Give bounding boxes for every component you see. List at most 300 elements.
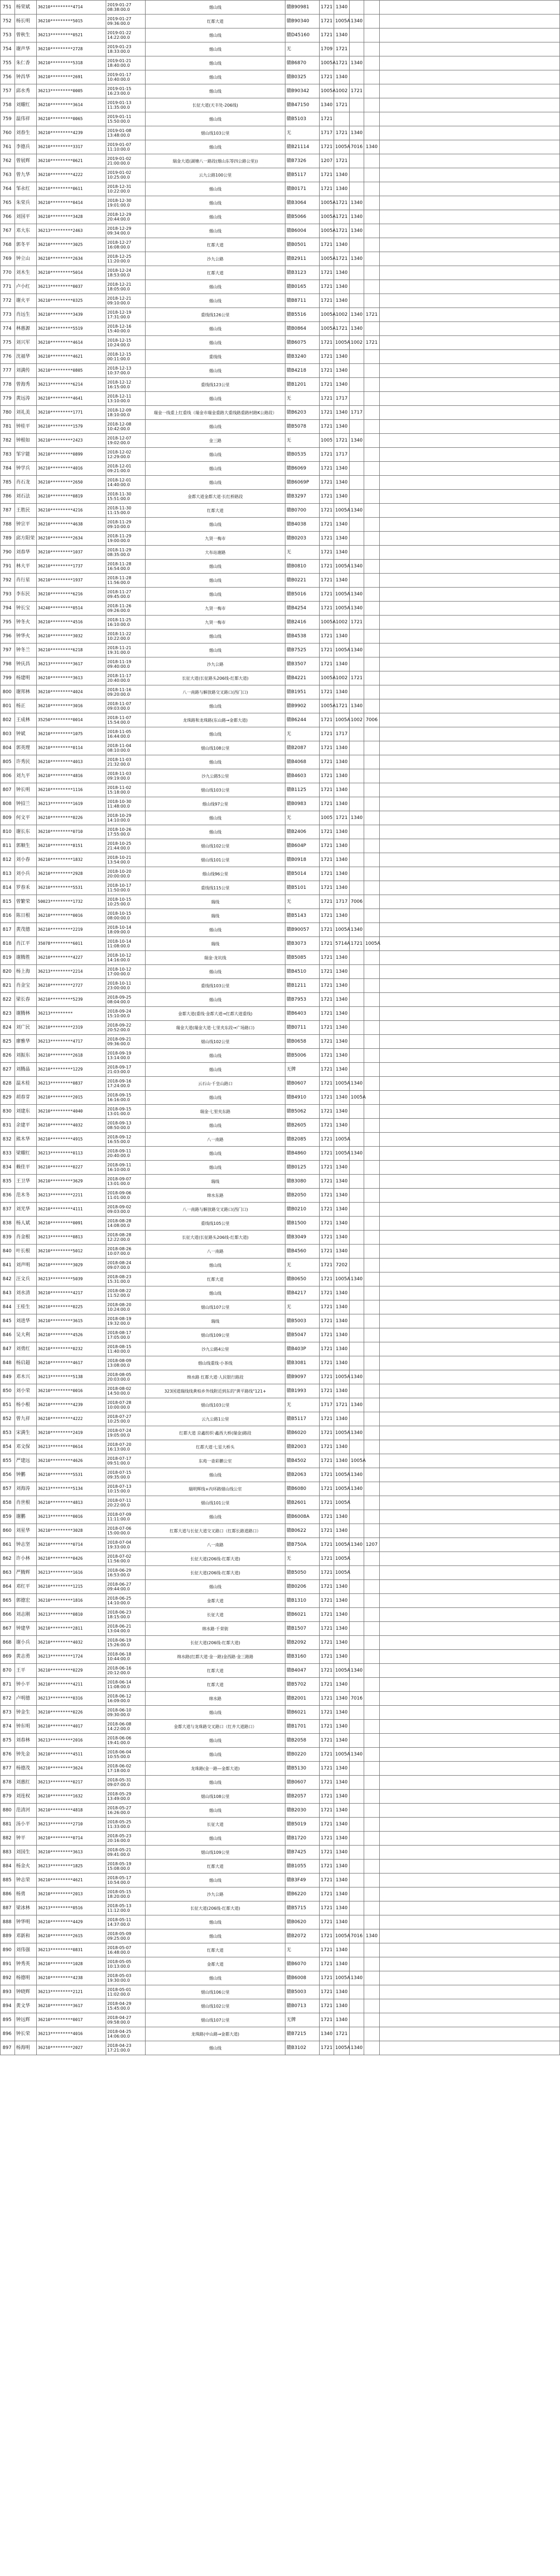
- location-cell: 烟山线109公里: [146, 1846, 285, 1860]
- code-3-cell: [350, 1622, 364, 1636]
- row-number-cell: 754: [1, 42, 15, 56]
- code-3-cell: 1340: [350, 811, 364, 825]
- code-5-cell: [380, 294, 560, 308]
- code-4-cell: [364, 1636, 380, 1650]
- code-3-cell: [350, 993, 364, 1007]
- plate-number-cell: 赣B8711: [285, 294, 320, 308]
- table-row: [1, 1985, 560, 1999]
- code-3-cell: [350, 630, 364, 643]
- code-1-cell: 1005A: [320, 616, 334, 630]
- code-5-cell: [380, 1678, 560, 1692]
- code-3-cell: [350, 574, 364, 588]
- plate-number-cell: 赣B90057: [285, 923, 320, 937]
- plate-number-cell: 赣B4068: [285, 755, 320, 769]
- id-number-cell: 36210*********2618: [37, 1049, 106, 1063]
- code-4-cell: [364, 1091, 380, 1105]
- plate-number-cell: 无牌: [285, 2013, 320, 2027]
- row-number-cell: 751: [1, 1, 15, 14]
- person-name-cell: 肖金宝: [15, 979, 37, 993]
- code-3-cell: [350, 1720, 364, 1734]
- row-number-cell: 761: [1, 140, 15, 154]
- row-number-cell: 812: [1, 853, 15, 867]
- location-cell: 云九公路1公里: [146, 1412, 285, 1426]
- person-name-cell: 刘小荣: [15, 1384, 37, 1398]
- code-1-cell: 1721: [320, 1482, 334, 1496]
- code-5-cell: [380, 70, 560, 84]
- code-1-cell: 1721: [320, 518, 334, 532]
- code-5-cell: [380, 112, 560, 126]
- code-2-cell: 1340: [334, 364, 350, 378]
- code-5-cell: [380, 1258, 560, 1272]
- plate-number-cell: 赣B6021: [285, 1706, 320, 1720]
- timestamp-cell: 2018-08-22 11:52:00.0: [106, 1286, 146, 1300]
- row-number-cell: 804: [1, 741, 15, 755]
- person-name-cell: 曾繁荣: [15, 895, 37, 909]
- table-row: [1, 1245, 560, 1258]
- code-5-cell: [380, 1846, 560, 1860]
- code-2-cell: 1721: [334, 811, 350, 825]
- person-name-cell: 谢长东: [15, 825, 37, 839]
- code-4-cell: [364, 671, 380, 685]
- code-3-cell: [350, 1203, 364, 1217]
- table-row: [1, 1818, 560, 1832]
- plate-number-cell: 赣B0607: [285, 1077, 320, 1091]
- plate-number-cell: 赣B1951: [285, 685, 320, 699]
- person-name-cell: 汪文兵: [15, 1272, 37, 1286]
- code-2-cell: 1340: [334, 630, 350, 643]
- code-2-cell: 1340: [334, 70, 350, 84]
- code-4-cell: [364, 14, 380, 28]
- code-4-cell: [364, 294, 380, 308]
- code-4-cell: [364, 476, 380, 490]
- code-1-cell: 1721: [320, 70, 334, 84]
- code-3-cell: [350, 1356, 364, 1370]
- person-name-cell: 卢明德: [15, 1692, 37, 1706]
- id-number-cell: 36213*********0614: [37, 1440, 106, 1454]
- code-1-cell: 1721: [320, 923, 334, 937]
- plate-number-cell: 赣B6021: [285, 1608, 320, 1622]
- person-name-cell: 汤小平: [15, 1818, 37, 1832]
- timestamp-cell: 2018-12-19 17:31:00.0: [106, 308, 146, 322]
- code-4-cell: [364, 560, 380, 574]
- person-name-cell: 钟小平: [15, 1678, 37, 1692]
- code-2-cell: 1005A: [334, 602, 350, 616]
- timestamp-cell: 2018-05-11 14:37:00.0: [106, 1915, 146, 1929]
- row-number-cell: 861: [1, 1538, 15, 1552]
- timestamp-cell: 2018-06-02 17:18:00.0: [106, 1762, 146, 1776]
- code-2-cell: 1340: [334, 1580, 350, 1594]
- id-number-cell: 36213*********0316: [37, 1692, 106, 1706]
- code-3-cell: 7006: [350, 895, 364, 909]
- location-cell: 烟山线: [146, 1161, 285, 1175]
- code-3-cell: 1005A: [350, 1091, 364, 1105]
- person-name-cell: 邓大东: [15, 224, 37, 238]
- plate-number-cell: 赣B2085: [285, 1133, 320, 1147]
- row-number-cell: 889: [1, 1929, 15, 1943]
- code-1-cell: 1721: [320, 937, 334, 951]
- timestamp-cell: 2018-11-22 10:22:00.0: [106, 630, 146, 643]
- code-3-cell: 1340: [350, 252, 364, 266]
- timestamp-cell: 2019-01-07 11:10:00.0: [106, 140, 146, 154]
- id-number-cell: 36210*********4617: [37, 1356, 106, 1370]
- person-name-cell: 钟华明: [15, 1915, 37, 1929]
- row-number-cell: 790: [1, 546, 15, 560]
- table-row: [1, 350, 560, 364]
- code-4-cell: [364, 1650, 380, 1664]
- plate-number-cell: 赣B5066: [285, 210, 320, 224]
- timestamp-cell: 2018-07-06 15:00:00.0: [106, 1524, 146, 1538]
- table-row: [1, 476, 560, 490]
- id-number-cell: 36210*********4511: [37, 1748, 106, 1762]
- plate-number-cell: 赣B6075: [285, 336, 320, 350]
- code-1-cell: 1721: [320, 546, 334, 560]
- timestamp-cell: 2018-12-21 18:05:00.0: [106, 280, 146, 294]
- code-4-cell: [364, 1748, 380, 1762]
- code-1-cell: 1717: [320, 126, 334, 140]
- code-2-cell: 1340: [334, 532, 350, 546]
- person-name-cell: 钟根如: [15, 434, 37, 448]
- location-cell: 九贤一梅市: [146, 602, 285, 616]
- code-3-cell: [350, 294, 364, 308]
- code-5-cell: [380, 98, 560, 112]
- row-number-cell: 766: [1, 210, 15, 224]
- plate-number-cell: 赣B3160: [285, 1650, 320, 1664]
- code-2-cell: 1340: [334, 1384, 350, 1398]
- plate-number-cell: 赣B2030: [285, 1804, 320, 1818]
- code-5-cell: [380, 685, 560, 699]
- code-2-cell: 1340: [334, 1957, 350, 1971]
- plate-number-cell: 赣B2092: [285, 1636, 320, 1650]
- code-5-cell: [380, 602, 560, 616]
- table-row: [1, 602, 560, 616]
- id-number-cell: 36210*********3028: [37, 1524, 106, 1538]
- id-number-cell: 36210*********3615: [37, 1314, 106, 1328]
- person-name-cell: 肖金根: [15, 1231, 37, 1245]
- code-5-cell: [380, 1887, 560, 1901]
- location-cell: 烟山线: [146, 518, 285, 532]
- person-name-cell: 钟斌: [15, 727, 37, 741]
- code-1-cell: 1721: [320, 1846, 334, 1860]
- row-number-cell: 769: [1, 252, 15, 266]
- timestamp-cell: 2018-04-27 09:58:00.0: [106, 2013, 146, 2027]
- timestamp-cell: 2018-05-13 11:12:00.0: [106, 1901, 146, 1915]
- timestamp-cell: 2018-10-17 11:50:00.0: [106, 881, 146, 895]
- id-number-cell: 36210*********4227: [37, 951, 106, 965]
- timestamp-cell: 2018-10-21 13:54:00.0: [106, 853, 146, 867]
- code-2-cell: 1340: [334, 965, 350, 979]
- id-number-cell: 36213*********0831: [37, 1943, 106, 1957]
- row-number-cell: 876: [1, 1748, 15, 1762]
- code-4-cell: [364, 727, 380, 741]
- location-cell: 重线线123公里: [146, 378, 285, 392]
- timestamp-cell: 2018-11-03 21:32:00.0: [106, 755, 146, 769]
- row-number-cell: 883: [1, 1846, 15, 1860]
- code-3-cell: [350, 1021, 364, 1035]
- code-1-cell: 1721: [320, 1, 334, 14]
- code-4-cell: [364, 657, 380, 671]
- code-2-cell: 1717: [334, 727, 350, 741]
- timestamp-cell: 2018-12-01 14:40:00.0: [106, 476, 146, 490]
- code-5-cell: [380, 574, 560, 588]
- timestamp-cell: 2018-08-05 20:03:00.0: [106, 1370, 146, 1384]
- plate-number-cell: 赣B604P: [285, 839, 320, 853]
- table-row: [1, 811, 560, 825]
- code-5-cell: [380, 1175, 560, 1189]
- id-number-cell: 36210*********1229: [37, 1063, 106, 1077]
- row-number-cell: 778: [1, 378, 15, 392]
- person-name-cell: 刘小春: [15, 853, 37, 867]
- location-cell: 九贤一梅市: [146, 532, 285, 546]
- code-1-cell: 1721: [320, 1804, 334, 1818]
- plate-number-cell: 赣B750A: [285, 1538, 320, 1552]
- id-number-cell: 36213*********0037: [37, 280, 106, 294]
- code-2-cell: 1340: [334, 378, 350, 392]
- timestamp-cell: 2018-10-14 18:09:00.0: [106, 923, 146, 937]
- table-row: [1, 1650, 560, 1664]
- plate-number-cell: 赣B0711: [285, 1021, 320, 1035]
- person-name-cell: 郭德宏: [15, 1594, 37, 1608]
- code-5-cell: [380, 2013, 560, 2027]
- code-2-cell: 1340: [334, 1860, 350, 1874]
- code-2-cell: 1721: [334, 210, 350, 224]
- code-2-cell: 1340: [334, 1328, 350, 1342]
- code-1-cell: 1721: [320, 839, 334, 853]
- timestamp-cell: 2018-07-20 16:13:00.0: [106, 1440, 146, 1454]
- table-row: [1, 881, 560, 895]
- code-4-cell: [364, 224, 380, 238]
- timestamp-cell: 2018-06-19 15:26:00.0: [106, 1636, 146, 1650]
- timestamp-cell: 2018-11-04 08:10:00.0: [106, 741, 146, 755]
- code-1-cell: 1721: [320, 1105, 334, 1119]
- timestamp-cell: 2019-01-13 11:35:00.0: [106, 98, 146, 112]
- code-3-cell: 1340: [350, 602, 364, 616]
- code-3-cell: [350, 532, 364, 546]
- code-2-cell: 1005A: [334, 1468, 350, 1482]
- person-name-cell: 邓文保: [15, 1440, 37, 1454]
- plate-number-cell: 赣B2072: [285, 1929, 320, 1943]
- row-number-cell: 860: [1, 1524, 15, 1538]
- id-number-cell: 36210*********1028: [37, 1957, 106, 1971]
- code-1-cell: 1721: [320, 112, 334, 126]
- id-number-cell: 36210*********0414: [37, 196, 106, 210]
- table-row: [1, 1510, 560, 1524]
- code-3-cell: [350, 1440, 364, 1454]
- location-cell: 烟山线: [146, 196, 285, 210]
- plate-number-cell: 无: [285, 546, 320, 560]
- location-cell: 烟山线: [146, 1832, 285, 1846]
- table-row: [1, 1300, 560, 1314]
- code-4-cell: 1340: [364, 140, 380, 154]
- id-number-cell: 36213*********2710: [37, 1818, 106, 1832]
- code-2-cell: 1340: [334, 1217, 350, 1231]
- code-4-cell: [364, 643, 380, 657]
- table-row: [1, 1063, 560, 1077]
- timestamp-cell: 2018-04-23 17:21:00.0: [106, 2041, 146, 2055]
- plate-number-cell: 赣B5516: [285, 308, 320, 322]
- id-number-cell: 36213*********1825: [37, 1860, 106, 1874]
- row-number-cell: 770: [1, 266, 15, 280]
- timestamp-cell: 2018-09-15 16:16:00.0: [106, 1091, 146, 1105]
- code-1-cell: 1721: [320, 560, 334, 574]
- code-1-cell: 1721: [320, 881, 334, 895]
- row-number-cell: 782: [1, 434, 15, 448]
- code-4-cell: [364, 2041, 380, 2055]
- id-number-cell: 36210*********2650: [37, 476, 106, 490]
- code-5-cell: [380, 853, 560, 867]
- code-1-cell: 1721: [320, 1832, 334, 1846]
- code-3-cell: [350, 2027, 364, 2041]
- timestamp-cell: 2018-07-28 10:00:00.0: [106, 1398, 146, 1412]
- row-number-cell: 847: [1, 1342, 15, 1356]
- code-4-cell: [364, 1915, 380, 1929]
- location-cell: 绵水路(红都大道·金一路)金西路·金三路路: [146, 1650, 285, 1664]
- timestamp-cell: 2018-08-24 09:07:00.0: [106, 1258, 146, 1272]
- row-number-cell: 837: [1, 1203, 15, 1217]
- code-3-cell: [350, 1063, 364, 1077]
- code-5-cell: [380, 1398, 560, 1412]
- code-1-cell: 1721: [320, 1999, 334, 2013]
- plate-number-cell: 赣B0210: [285, 1203, 320, 1217]
- code-4-cell: [364, 1398, 380, 1412]
- code-1-cell: 1721: [320, 1049, 334, 1063]
- row-number-cell: 886: [1, 1887, 15, 1901]
- code-4-cell: [364, 1384, 380, 1398]
- code-1-cell: 1721: [320, 1496, 334, 1510]
- table-row: [1, 1776, 560, 1790]
- code-3-cell: 1340: [350, 56, 364, 70]
- code-5-cell: [380, 84, 560, 98]
- table-row: [1, 937, 560, 951]
- code-1-cell: 1721: [320, 993, 334, 1007]
- code-5-cell: [380, 657, 560, 671]
- id-number-cell: 36210*********2319: [37, 1021, 106, 1035]
- code-1-cell: 1721: [320, 336, 334, 350]
- person-name-cell: 许秀民: [15, 755, 37, 769]
- plate-number-cell: 赣B1125: [285, 783, 320, 797]
- location-cell: 烟山线: [146, 1091, 285, 1105]
- code-3-cell: 1721: [350, 616, 364, 630]
- code-4-cell: [364, 1594, 380, 1608]
- code-4-cell: [364, 853, 380, 867]
- table-row: [1, 1175, 560, 1189]
- code-4-cell: [364, 993, 380, 1007]
- row-number-cell: 808: [1, 797, 15, 811]
- person-name-cell: 刘勇红: [15, 1342, 37, 1356]
- code-3-cell: 1340: [350, 224, 364, 238]
- code-4-cell: [364, 1161, 380, 1175]
- location-cell: 烟山线: [146, 1776, 285, 1790]
- code-4-cell: [364, 1818, 380, 1832]
- id-number-cell: 36213*********3617: [37, 657, 106, 671]
- location-cell: 沙九公路: [146, 657, 285, 671]
- person-name-cell: 刘春华: [15, 546, 37, 560]
- code-3-cell: [350, 881, 364, 895]
- table-row: [1, 1077, 560, 1091]
- table-row: [1, 266, 560, 280]
- row-number-cell: 765: [1, 196, 15, 210]
- code-1-cell: 1721: [320, 1468, 334, 1482]
- code-1-cell: 1005A: [320, 699, 334, 713]
- timestamp-cell: 2018-10-12 17:00:00.0: [106, 965, 146, 979]
- row-number-cell: 845: [1, 1314, 15, 1328]
- code-3-cell: 1340: [350, 588, 364, 602]
- code-4-cell: [364, 1272, 380, 1286]
- code-4-cell: [364, 1286, 380, 1300]
- row-number-cell: 881: [1, 1818, 15, 1832]
- id-number-cell: 36210*********1075: [37, 727, 106, 741]
- plate-number-cell: 赣B0713: [285, 1999, 320, 2013]
- code-1-cell: 1721: [320, 476, 334, 490]
- code-3-cell: [350, 1049, 364, 1063]
- timestamp-cell: 2018-11-30 15:51:00.0: [106, 490, 146, 504]
- plate-number-cell: 赣B2003: [285, 1440, 320, 1454]
- code-4-cell: [364, 504, 380, 518]
- code-2-cell: 1340: [334, 657, 350, 671]
- code-4-cell: [364, 532, 380, 546]
- table-row: [1, 1664, 560, 1678]
- row-number-cell: 798: [1, 657, 15, 671]
- code-4-cell: [364, 825, 380, 839]
- code-4-cell: [364, 266, 380, 280]
- timestamp-cell: 2018-11-07 09:03:00.0: [106, 699, 146, 713]
- row-number-cell: 813: [1, 867, 15, 881]
- person-name-cell: 刘惠红: [15, 1776, 37, 1790]
- location-cell: 重线线115公里: [146, 881, 285, 895]
- plate-number-cell: 赣B5101: [285, 881, 320, 895]
- code-1-cell: 1721: [320, 1510, 334, 1524]
- id-number-cell: 36213*********0813: [37, 1231, 106, 1245]
- location-cell: 长征大道(206线-红都大道): [146, 1566, 285, 1580]
- code-4-cell: [364, 1887, 380, 1901]
- row-number-cell: 858: [1, 1496, 15, 1510]
- code-2-cell: 1340: [334, 1314, 350, 1328]
- code-3-cell: [350, 266, 364, 280]
- code-3-cell: [350, 1678, 364, 1692]
- code-1-cell: 1721: [320, 657, 334, 671]
- code-5-cell: [380, 1650, 560, 1664]
- table-row: [1, 238, 560, 252]
- row-number-cell: 793: [1, 588, 15, 602]
- timestamp-cell: 2018-11-17 20:40:00.0: [106, 671, 146, 685]
- location-cell: 八一南路: [146, 1133, 285, 1147]
- table-row: [1, 1035, 560, 1049]
- table-row: [1, 1342, 560, 1356]
- row-number-cell: 834: [1, 1161, 15, 1175]
- id-number-cell: 36210*********4621: [37, 1874, 106, 1887]
- code-4-cell: [364, 84, 380, 98]
- code-2-cell: 1340: [334, 1594, 350, 1608]
- code-2-cell: 1340: [334, 490, 350, 504]
- row-number-cell: 787: [1, 504, 15, 518]
- code-3-cell: [350, 1594, 364, 1608]
- location-cell: 红都大道: [146, 266, 285, 280]
- code-5-cell: [380, 1636, 560, 1650]
- code-1-cell: 1721: [320, 392, 334, 406]
- id-number-cell: 36210*********4222: [37, 168, 106, 182]
- timestamp-cell: 2018-09-07 13:01:00.0: [106, 1175, 146, 1189]
- code-1-cell: 1721: [320, 1217, 334, 1231]
- code-3-cell: [350, 1119, 364, 1133]
- timestamp-cell: 2019-01-21 18:40:00.0: [106, 56, 146, 70]
- table-row: [1, 1258, 560, 1272]
- timestamp-cell: 2018-11-28 11:56:00.0: [106, 574, 146, 588]
- code-4-cell: [364, 1119, 380, 1133]
- person-name-cell: 钟庆昌: [15, 657, 37, 671]
- timestamp-cell: 2018-06-12 16:09:00.0: [106, 1692, 146, 1706]
- timestamp-cell: 2018-12-24 18:53:00.0: [106, 266, 146, 280]
- code-4-cell: [364, 741, 380, 755]
- row-number-cell: 822: [1, 993, 15, 1007]
